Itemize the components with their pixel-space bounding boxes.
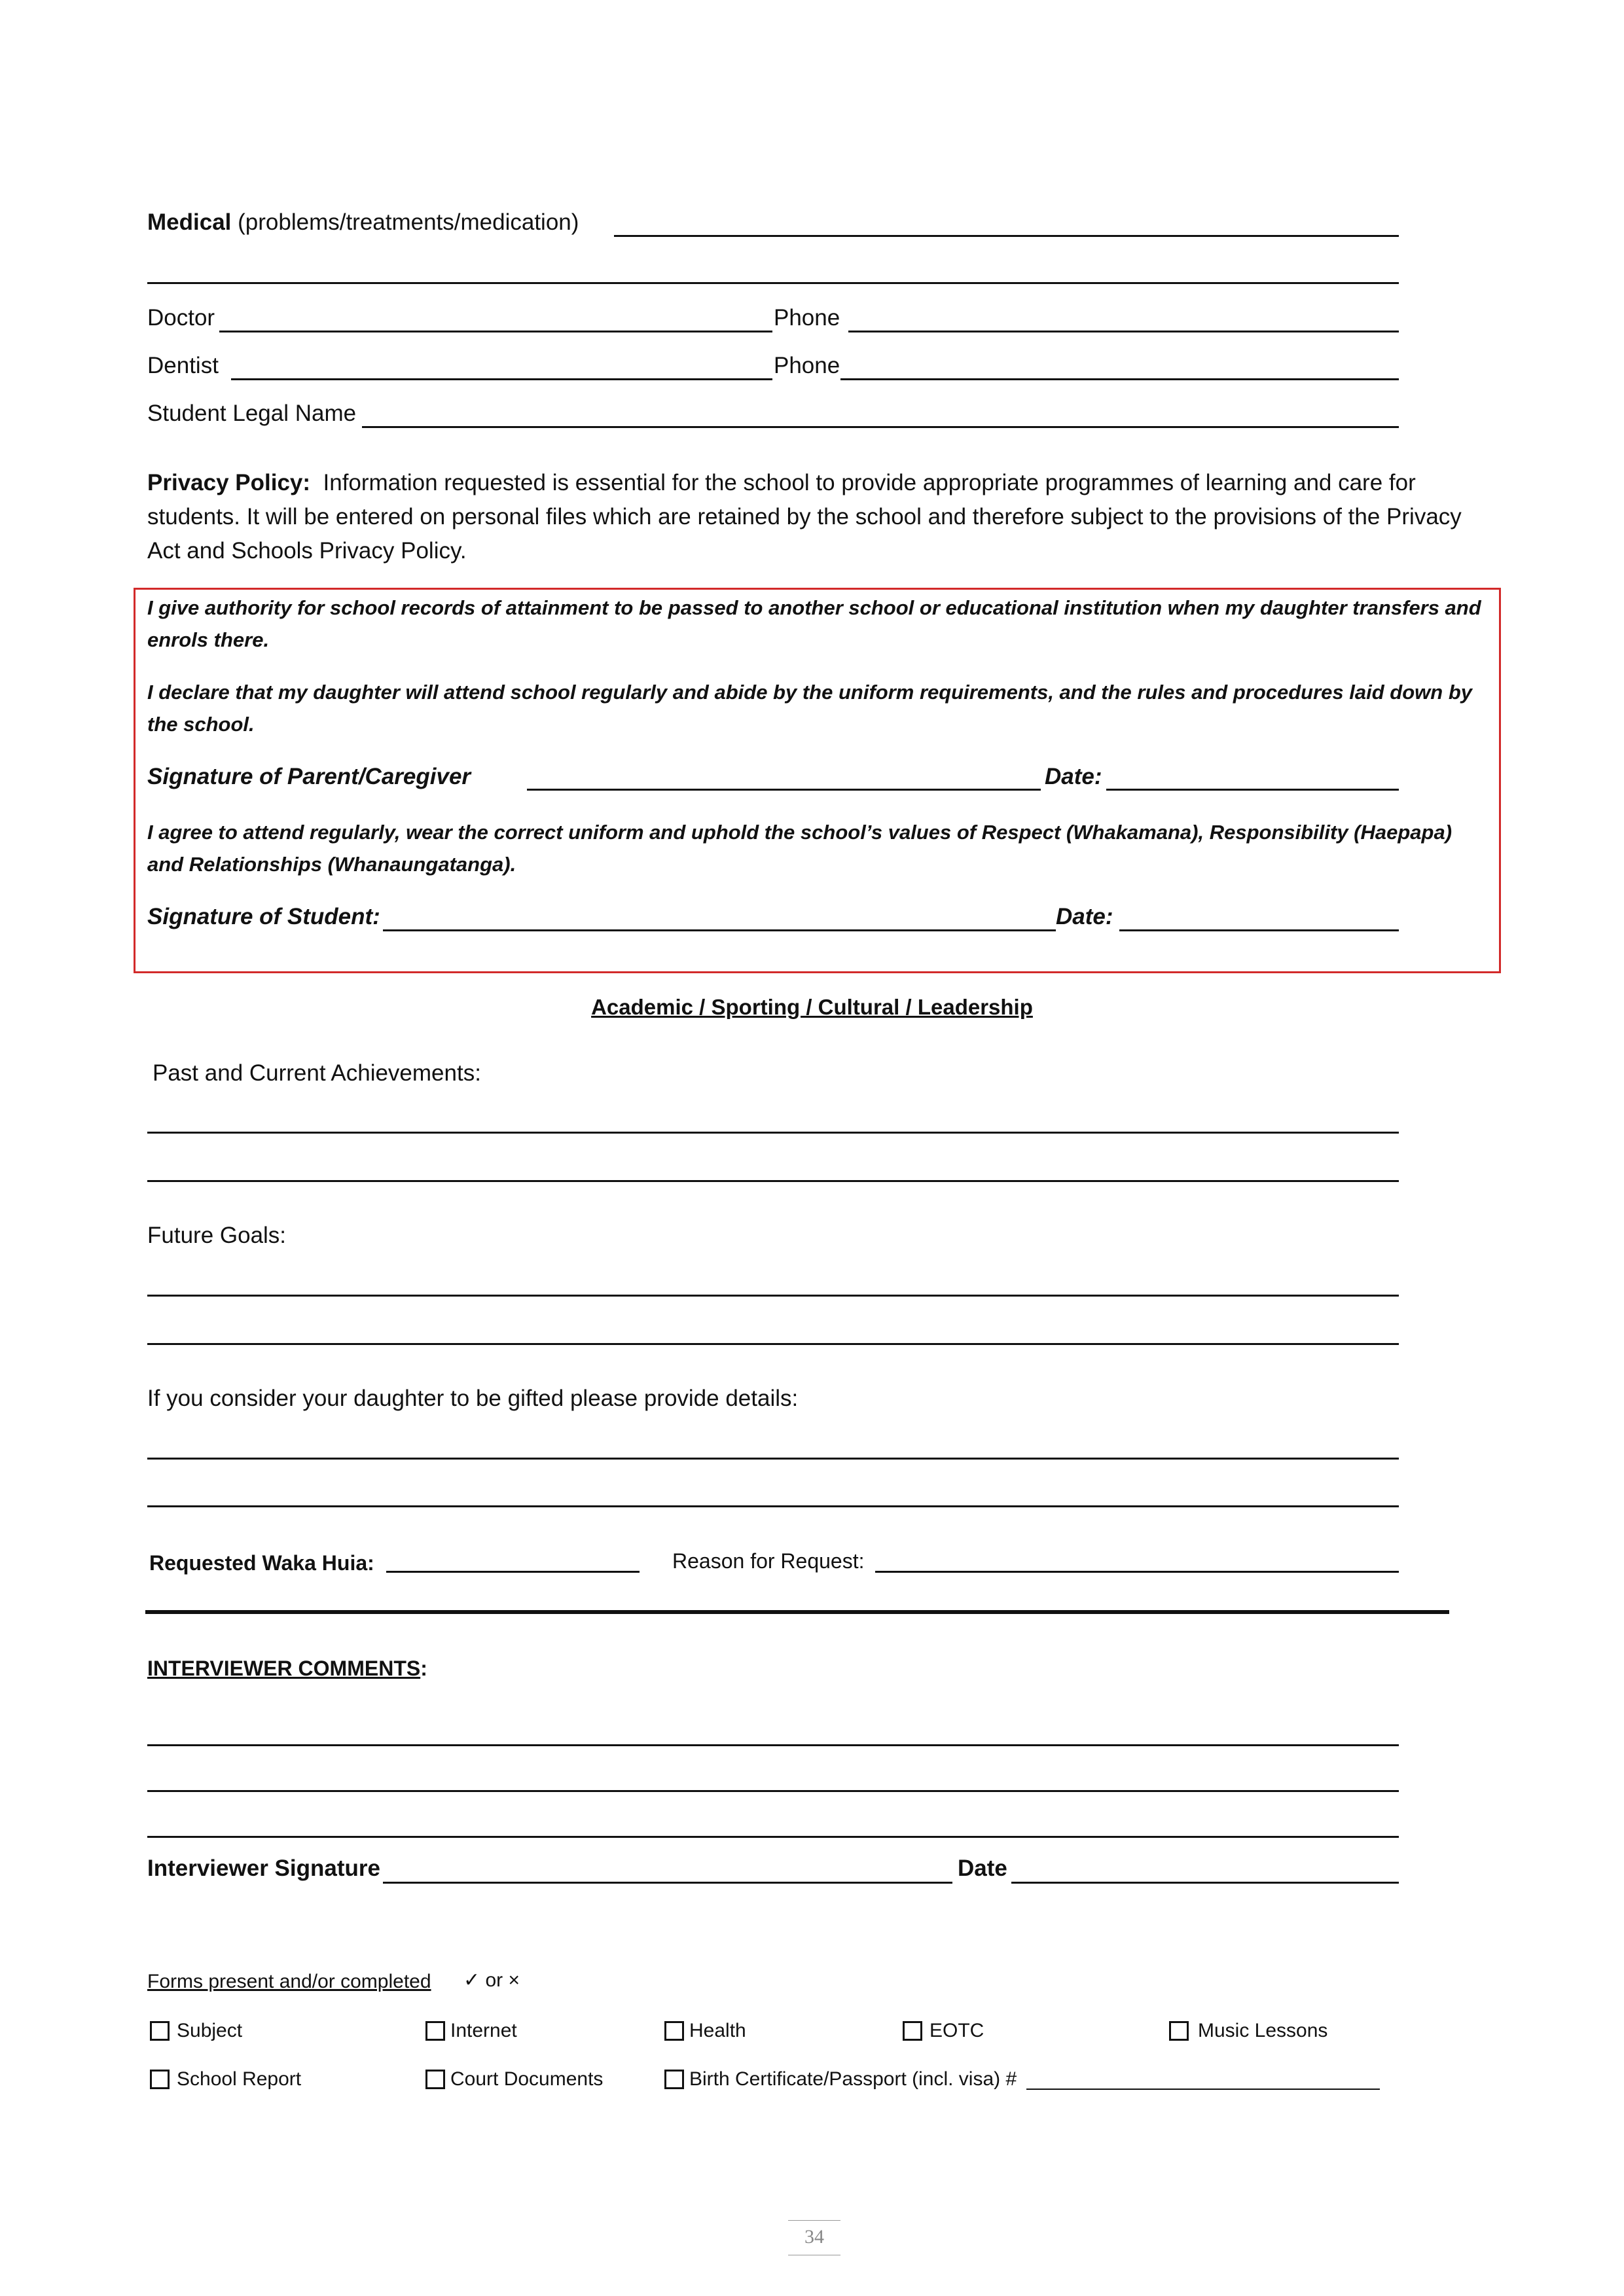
privacy-policy-title: Privacy Policy:: [147, 470, 311, 495]
privacy-policy-paragraph: [147, 466, 1483, 568]
achievements-heading: Academic / Sporting / Cultural / Leadership: [591, 995, 1033, 1019]
authority-statement: I give authority for school records of attainment to be passed to another school or educational institution when my daughter transfers and enrols there.: [147, 596, 1481, 651]
interviewer-date-input[interactable]: [1011, 1882, 1399, 1884]
checkbox-internet[interactable]: [425, 2021, 445, 2041]
parent-date-label: Date:: [1045, 764, 1102, 789]
student-legal-name-input[interactable]: [362, 426, 1399, 428]
reason-for-request-input[interactable]: [875, 1571, 1399, 1573]
dentist-label: Dentist: [147, 353, 219, 378]
past-achievements-line-1[interactable]: [147, 1132, 1399, 1134]
forms-heading: Forms present and/or completed: [147, 1971, 431, 1992]
checkbox-school-report[interactable]: [150, 2070, 170, 2089]
doctor-input[interactable]: [219, 331, 772, 332]
form-label-subject: Subject: [177, 2020, 243, 2041]
doctor-phone-input[interactable]: [848, 331, 1399, 332]
student-agreement-statement: I agree to attend regularly, wear the correct uniform and uphold the school’s values of Respect (Whakamana), Responsibility (Haepapa) and Relationships (Whanaungatanga).: [147, 821, 1453, 876]
student-legal-name-label: Student Legal Name: [147, 401, 357, 426]
privacy-policy-text: Information requested is essential for the school to provide appropriate programmes of learning and care for students. It will be entered on personal files which are retained by the school and therefore subject to the provisions of the Privacy Act and Schools Privacy Policy.: [147, 470, 1462, 564]
waka-huia-input[interactable]: [386, 1571, 640, 1573]
page-number-rule-top: [788, 2220, 840, 2221]
checkbox-music-lessons[interactable]: [1169, 2021, 1189, 2041]
future-goals-label: Future Goals:: [147, 1223, 287, 1248]
section-divider: [145, 1610, 1449, 1614]
interviewer-comments-line-1[interactable]: [147, 1744, 1399, 1746]
form-label-health: Health: [689, 2020, 746, 2041]
form-label-school-report: School Report: [177, 2068, 302, 2090]
student-signature-input[interactable]: [383, 929, 1056, 931]
student-date-label: Date:: [1056, 904, 1113, 929]
interviewer-comments-line-2[interactable]: [147, 1790, 1399, 1792]
interviewer-signature-input[interactable]: [383, 1882, 952, 1884]
form-label-court-documents: Court Documents: [450, 2068, 604, 2090]
form-label-birth-certificate: Birth Certificate/Passport (incl. visa) #: [689, 2068, 1017, 2090]
dentist-phone-input[interactable]: [840, 378, 1399, 380]
dentist-input[interactable]: [231, 378, 772, 380]
checkbox-eotc[interactable]: [903, 2021, 922, 2041]
waka-huia-label: Requested Waka Huia:: [149, 1551, 374, 1575]
medical-label: Medical (problems/treatments/medication): [147, 209, 579, 235]
checkbox-court-documents[interactable]: [425, 2070, 445, 2089]
future-goals-line-2[interactable]: [147, 1343, 1399, 1345]
interviewer-signature-label: Interviewer Signature: [147, 1856, 380, 1881]
reason-for-request-label: Reason for Request:: [672, 1549, 865, 1573]
medical-input-line-1[interactable]: [614, 235, 1399, 237]
past-achievements-label: Past and Current Achievements:: [153, 1060, 481, 1086]
gifted-details-line-1[interactable]: [147, 1458, 1399, 1460]
dentist-phone-label: Phone: [774, 353, 840, 378]
page-number: 34: [804, 2226, 824, 2248]
interviewer-comments-label: INTERVIEWER COMMENTS:: [147, 1657, 427, 1680]
interviewer-date-label: Date: [958, 1856, 1007, 1881]
attendance-statement: I declare that my daughter will attend school regularly and abide by the uniform requirements, and the rules and procedures laid down by the school.: [147, 681, 1473, 736]
parent-signature-label: Signature of Parent/Caregiver: [147, 764, 471, 789]
form-label-internet: Internet: [450, 2020, 517, 2041]
form-label-eotc: EOTC: [929, 2020, 984, 2041]
checkbox-health[interactable]: [664, 2021, 684, 2041]
parent-date-input[interactable]: [1106, 789, 1399, 791]
future-goals-line-1[interactable]: [147, 1295, 1399, 1297]
doctor-label: Doctor: [147, 305, 215, 331]
gifted-details-label: If you consider your daughter to be gifted please provide details:: [147, 1386, 799, 1411]
gifted-details-line-2[interactable]: [147, 1505, 1399, 1507]
medical-input-line-2[interactable]: [147, 282, 1399, 284]
student-date-input[interactable]: [1119, 929, 1399, 931]
checkbox-birth-certificate[interactable]: [664, 2070, 684, 2089]
student-signature-label: Signature of Student:: [147, 904, 380, 929]
past-achievements-line-2[interactable]: [147, 1180, 1399, 1182]
interviewer-comments-line-3[interactable]: [147, 1836, 1399, 1838]
passport-number-input[interactable]: [1026, 2089, 1380, 2090]
checkbox-subject[interactable]: [150, 2021, 170, 2041]
parent-signature-input[interactable]: [527, 789, 1041, 791]
check-or-cross-hint: ✓ or ×: [463, 1969, 520, 1991]
doctor-phone-label: Phone: [774, 305, 840, 331]
form-label-music-lessons: Music Lessons: [1198, 2020, 1328, 2041]
